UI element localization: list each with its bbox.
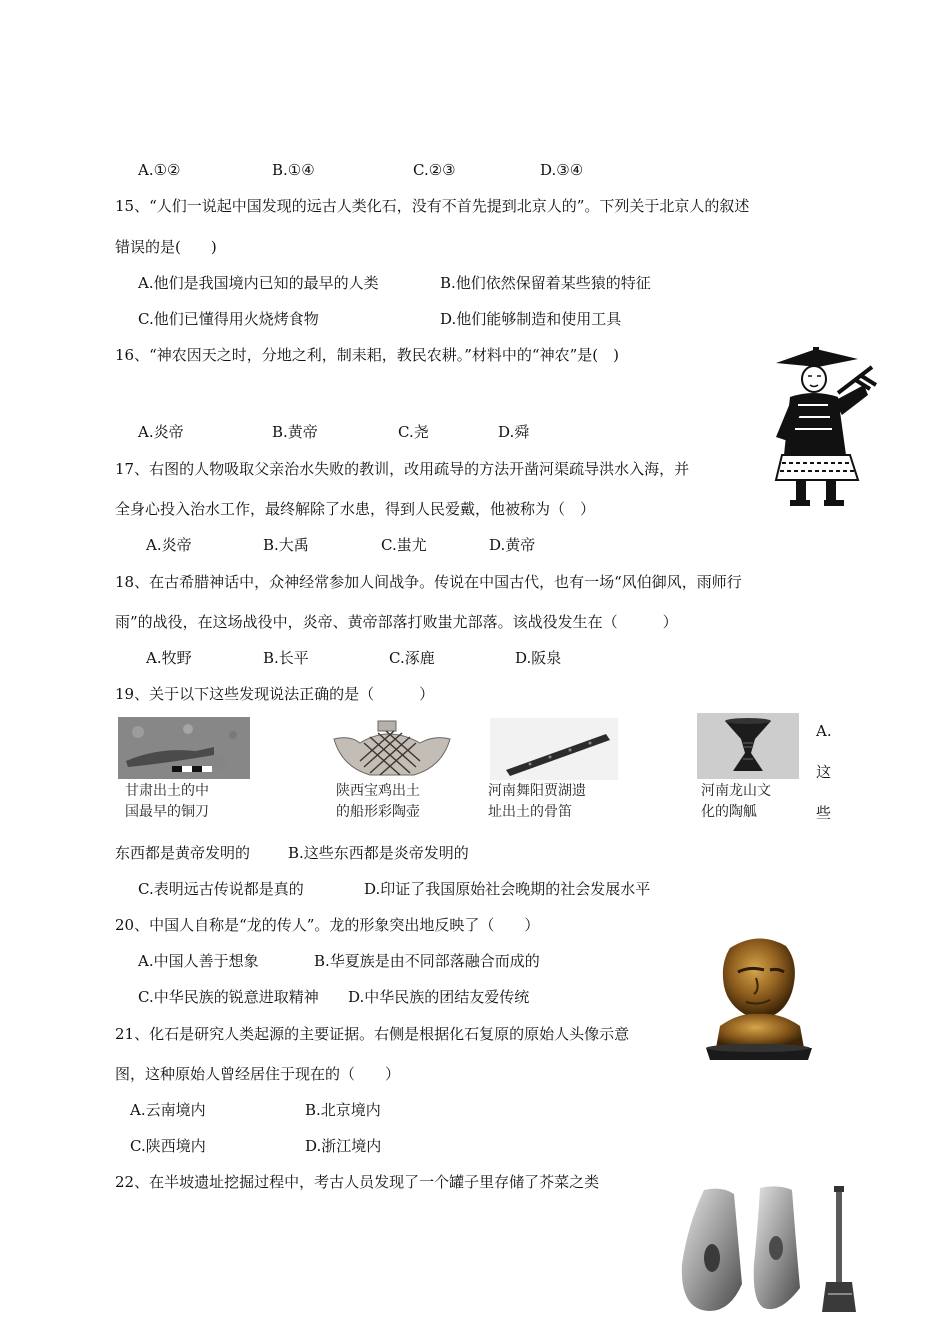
q15-stem-line2: 错误的是( ) bbox=[115, 238, 217, 256]
q15-option-b: B.他们依然保留着某些猿的特征 bbox=[440, 274, 651, 292]
q15-option-d: D.他们能够制造和使用工具 bbox=[440, 310, 622, 328]
q17-option-b: B.大禹 bbox=[263, 536, 309, 554]
q20-option-a: A.中国人善于想象 bbox=[138, 952, 259, 970]
img4-caption-line1: 河南龙山文 bbox=[701, 783, 771, 799]
q18-option-d: D.阪泉 bbox=[515, 649, 562, 667]
q15-option-a: A.他们是我国境内已知的最早的人类 bbox=[138, 274, 379, 292]
img3-caption-line2: 址出土的骨笛 bbox=[488, 804, 572, 820]
bone-flute-image bbox=[490, 718, 618, 780]
q16-stem: 16、“神农因天之时，分地之利，制耒耜，教民农耕。”材料中的“神农”是( ) bbox=[115, 346, 619, 364]
q19-option-a-rest: 东西都是黄帝发明的 bbox=[115, 844, 251, 862]
q20-stem: 20、中国人自称是“龙的传人”。龙的形象突出地反映了（ ） bbox=[115, 916, 540, 934]
q15-stem-line1: 15、“人们一说起中国发现的远古人类化石，没有不首先提到北京人的”。下列关于北京人的叙述 bbox=[115, 197, 750, 215]
q19-option-a-side-3: 些 bbox=[816, 804, 832, 822]
q19-stem: 19、关于以下这些发现说法正确的是（ ） bbox=[115, 685, 435, 703]
q21-option-b: B.北京境内 bbox=[305, 1101, 381, 1119]
q18-stem-line1: 18、在古希腊神话中，众神经常参加人间战争。传说在中国古代，也有一场“风伯御风，雨师行 bbox=[115, 573, 742, 591]
q20-option-d: D.中华民族的团结友爱传统 bbox=[348, 988, 530, 1006]
q16-option-b: B.黄帝 bbox=[272, 423, 318, 441]
q21-option-c: C.陕西境内 bbox=[130, 1137, 206, 1155]
primitive-man-bust-image bbox=[700, 930, 816, 1062]
q14-option-d: D.③④ bbox=[540, 161, 584, 179]
q18-stem-line2: 雨”的战役，在这场战役中，炎帝、黄帝部落打败蚩尤部落。该战役发生在（ ） bbox=[115, 613, 678, 631]
img2-caption-line1: 陕西宝鸡出土 bbox=[336, 783, 420, 799]
q21-stem-line2: 图，这种原始人曾经居住于现在的（ ） bbox=[115, 1065, 401, 1083]
q14-option-a: A.①② bbox=[138, 161, 181, 179]
q17-option-d: D.黄帝 bbox=[489, 536, 536, 554]
q14-option-b: B.①④ bbox=[272, 161, 315, 179]
img2-caption-line2: 的船形彩陶壶 bbox=[336, 804, 420, 820]
q16-option-a: A.炎帝 bbox=[138, 423, 184, 441]
q20-option-c: C.中华民族的锐意进取精神 bbox=[138, 988, 319, 1006]
pottery-gu-image bbox=[697, 713, 799, 779]
q17-stem-line1: 17、右图的人物吸取父亲治水失败的教训，改用疏导的方法开凿河渠疏导洪水入海，并 bbox=[115, 460, 690, 478]
q19-option-b: B.这些东西都是炎帝发明的 bbox=[288, 844, 469, 862]
q18-option-c: C.涿鹿 bbox=[389, 649, 435, 667]
img3-caption-line1: 河南舞阳贾湖遗 bbox=[488, 783, 586, 799]
q18-option-a: A.牧野 bbox=[146, 649, 192, 667]
q19-option-c: C.表明远古传说都是真的 bbox=[138, 880, 304, 898]
q21-option-d: D.浙江境内 bbox=[305, 1137, 382, 1155]
q17-option-a: A.炎帝 bbox=[146, 536, 192, 554]
bone-spade-tools-image bbox=[668, 1184, 858, 1320]
img1-caption-line1: 甘肃出土的中 bbox=[125, 783, 209, 799]
q21-option-a: A.云南境内 bbox=[130, 1101, 206, 1119]
q14-option-c: C.②③ bbox=[413, 161, 456, 179]
q22-stem: 22、在半坡遗址挖掘过程中，考古人员发现了一个罐子里存储了芥菜之类 bbox=[115, 1173, 600, 1191]
img4-caption-line2: 化的陶觚 bbox=[701, 804, 757, 820]
q19-option-d: D.印证了我国原始社会晚期的社会发展水平 bbox=[364, 880, 651, 898]
da-yu-figure-image bbox=[768, 345, 880, 510]
boat-pottery-pot-image bbox=[330, 715, 454, 781]
bronze-knife-image bbox=[118, 717, 250, 779]
q17-stem-line2: 全身心投入治水工作，最终解除了水患，得到人民爱戴，他被称为（ ） bbox=[115, 500, 596, 518]
q18-option-b: B.长平 bbox=[263, 649, 309, 667]
q20-option-b: B.华夏族是由不同部落融合而成的 bbox=[314, 952, 540, 970]
q15-option-c: C.他们已懂得用火烧烤食物 bbox=[138, 310, 319, 328]
q19-option-a-side-2: 这 bbox=[816, 763, 832, 781]
q16-option-d: D.舜 bbox=[498, 423, 530, 441]
img1-caption-line2: 国最早的铜刀 bbox=[125, 804, 209, 820]
q16-option-c: C.尧 bbox=[398, 423, 429, 441]
q17-option-c: C.蚩尤 bbox=[381, 536, 427, 554]
q19-option-a-side-1: A. bbox=[816, 722, 832, 740]
q21-stem-line1: 21、化石是研究人类起源的主要证据。右侧是根据化石复原的原始人头像示意 bbox=[115, 1025, 630, 1043]
